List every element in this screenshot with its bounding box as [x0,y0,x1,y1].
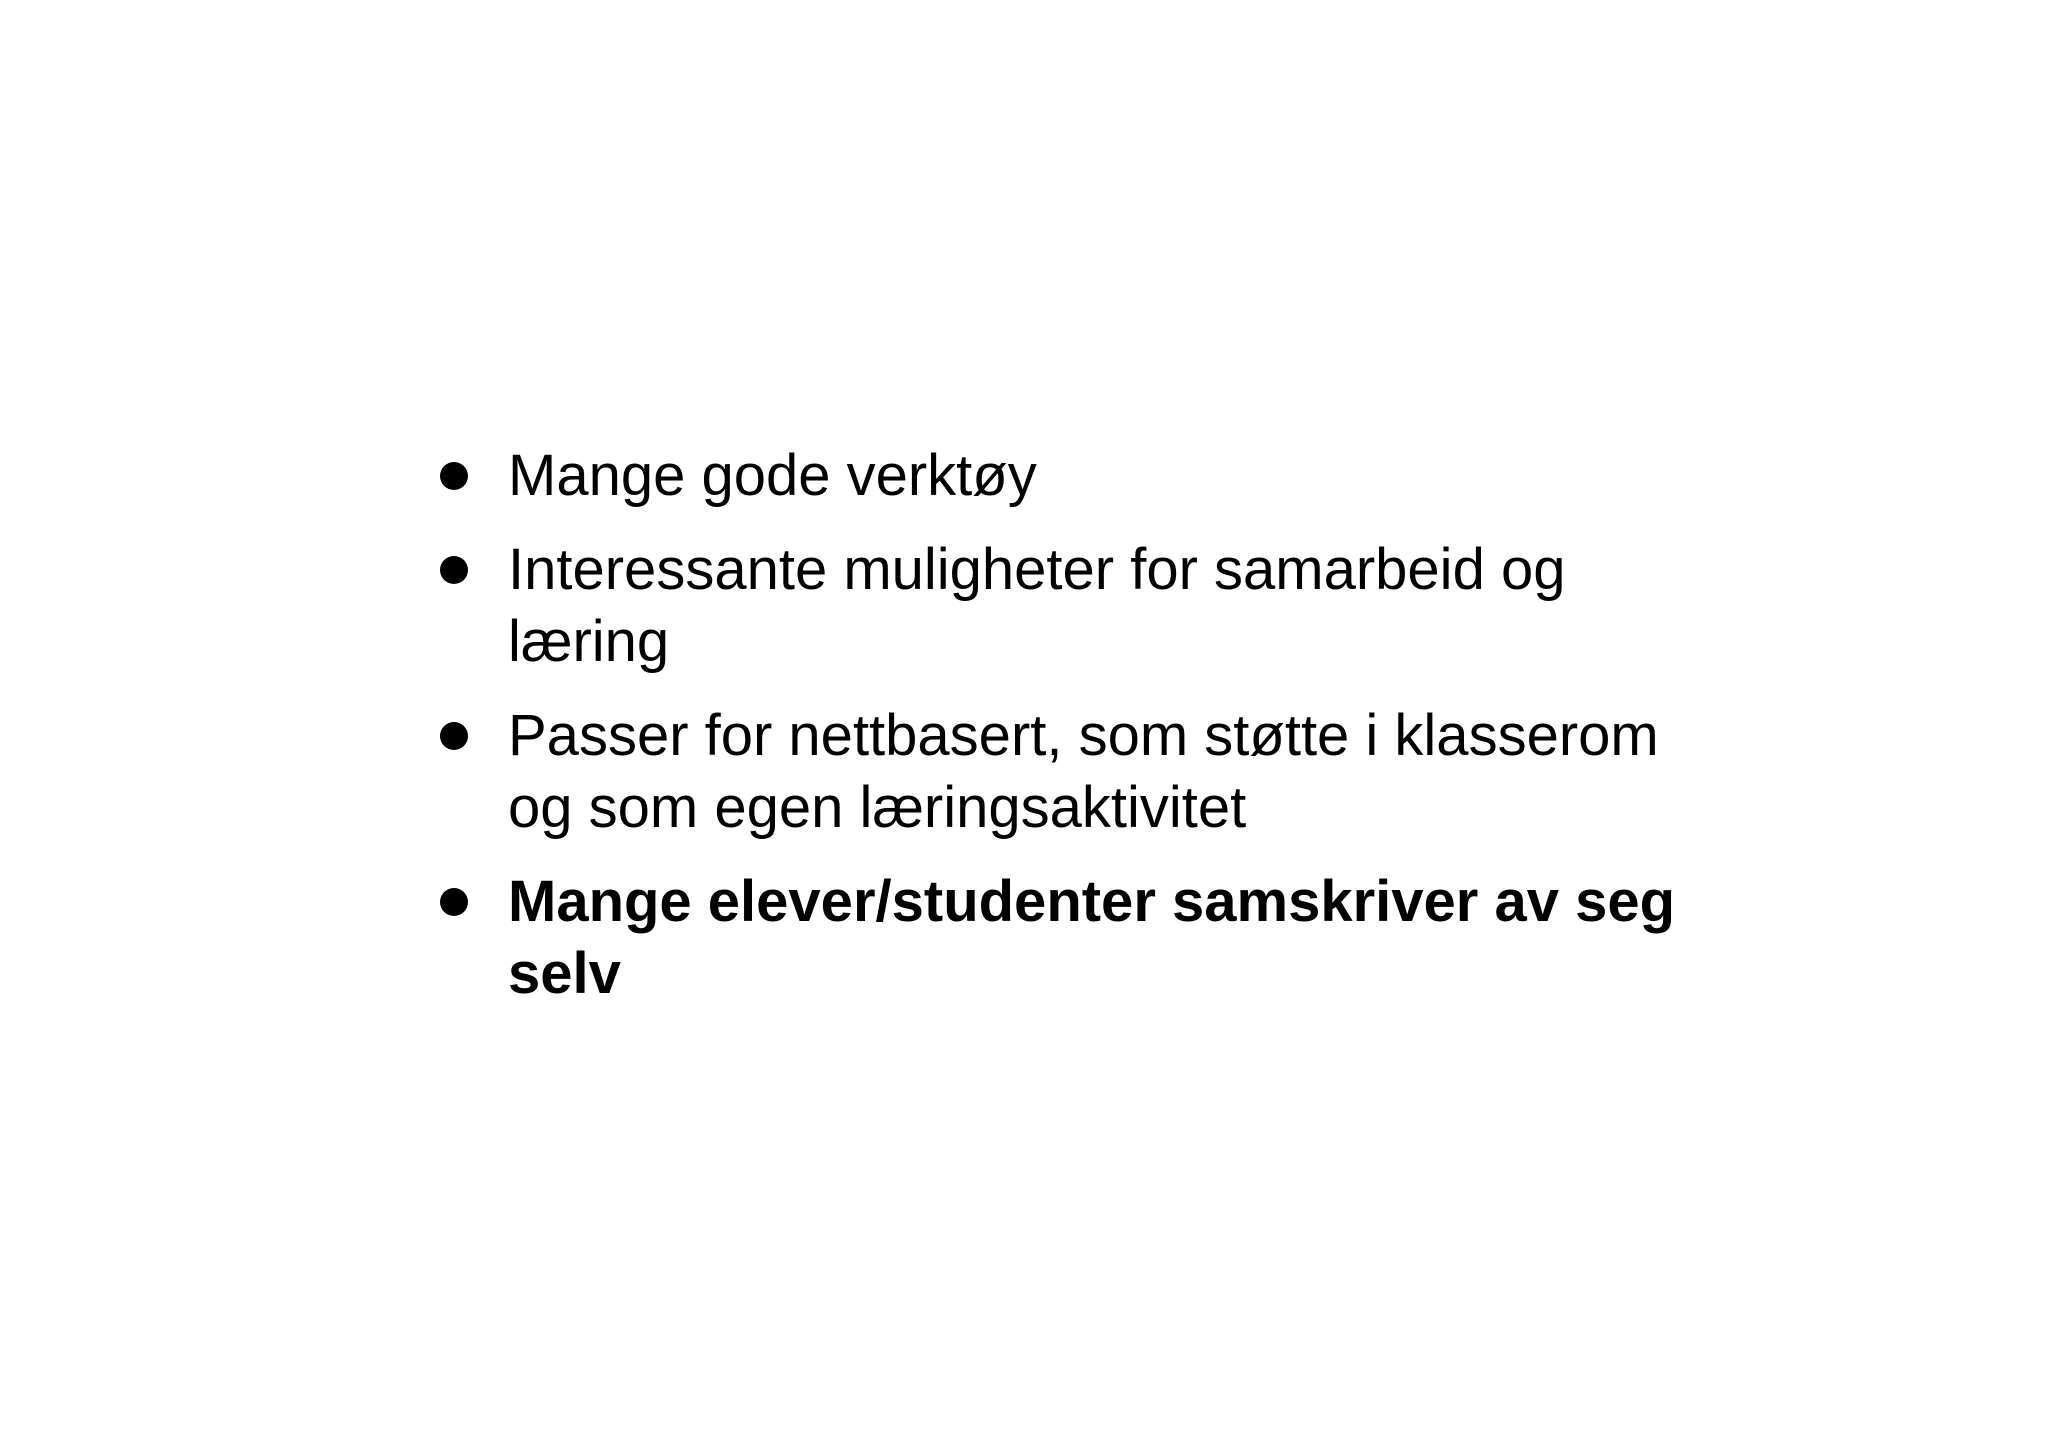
bullet-item [440,534,1700,678]
bullet-dot-icon [440,888,468,916]
bullet-text: Interessante muligheter for samarbeid og læring [508,537,1566,674]
bullet-item [440,440,1700,512]
bullet-text: Mange gode verktøy [508,443,1037,508]
bullet-item-emphasized [440,866,1700,1010]
bullet-text: Mange elever/studenter samskriver av seg selv [508,869,1676,1006]
bullet-text: Passer for nettbasert, som støtte i klasserom og som egen læringsaktivitet [508,703,1659,840]
bullet-dot-icon [440,462,468,490]
bullet-dot-icon [440,556,468,584]
bullet-item [440,700,1700,844]
bullet-list [440,440,1700,1032]
bullet-dot-icon [440,722,468,750]
